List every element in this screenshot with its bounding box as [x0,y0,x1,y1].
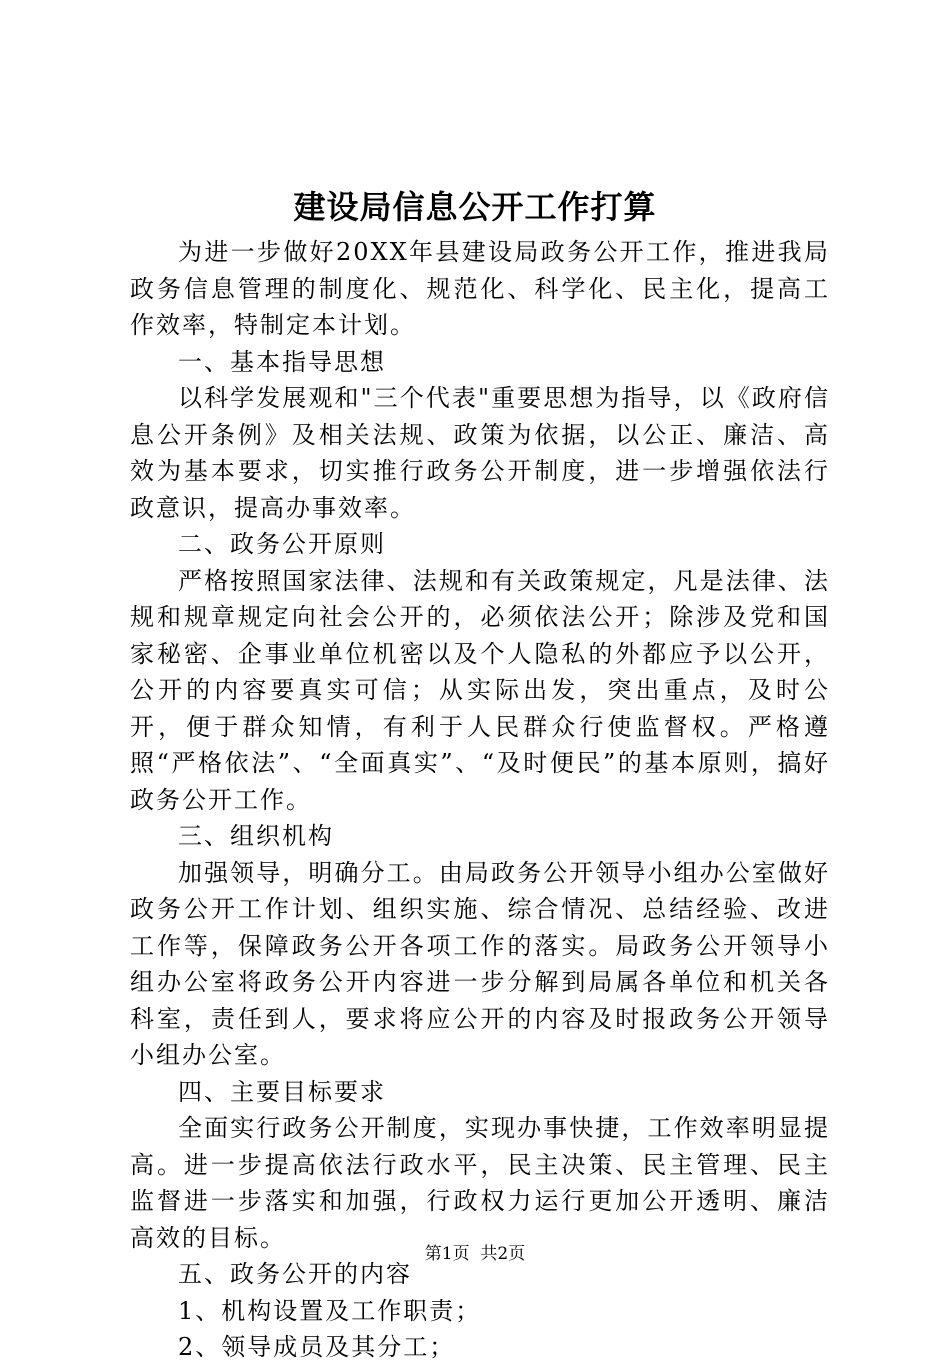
body-paragraph: 加强领导，明确分工。由局政务公开领导小组办公室做好政务公开工作计划、组织实施、综合情况、总结经验、改进工作等，保障政务公开各项工作的落实。局政务公开领导小组办公室将政务公开内容进一步分解到局属各单位和机关各科室，责任到人，要求将应公开的内容及时报政务公开领导小组办公室。 [130,858,830,1069]
section-heading-1: 一、基本指导思想 [178,347,386,376]
section-heading-4: 四、主要目标要求 [178,1077,386,1106]
section-heading-5: 五、政务公开的内容 [178,1260,412,1288]
intro-paragraph: 为进一步做好20XX年县建设局政务公开工作，推进我局政务信息管理的制度化、规范化、科学化、民主化，提高工作效率，特制定本计划。 [130,238,830,339]
document-body [130,234,830,1366]
list-item: 2、领导成员及其分工； [178,1333,456,1361]
section-heading-2: 二、政务公开原则 [178,530,386,558]
body-paragraph: 严格按照国家法律、法规和有关政策规定，凡是法律、法规和规章规定向社会公开的，必须依法公开；除涉及党和国家秘密、企事业单位机密以及个人隐私的外都应予以公开，公开的内容要真实可信；从实际出发，突出重点，及时公开，便于群众知情，有利于人民群众行使监督权。严格遵照“严格依法”、“全面真实”、“及时便民”的基本原则，搞好政务公开工作。 [130,566,830,814]
body-paragraph: 全面实行政务公开制度，实现办事快捷，工作效率明显提高。进一步提高依法行政水平，民主决策、民主管理、民主监督进一步落实和加强，行政权力运行更加公开透明、廉洁高效的目标。 [130,1114,830,1252]
body-paragraph: 以科学发展观和"三个代表"重要思想为指导，以《政府信息公开条例》及相关法规、政策为依据，以公正、廉洁、高效为基本要求，切实推行政务公开制度，进一步增强依法行政意识，提高办事效率。 [130,384,830,522]
page-footer [0,1242,950,1266]
document-title: 建设局信息公开工作打算 [293,188,657,226]
list-item: 1、机构设置及工作职责； [178,1296,482,1325]
section-heading-3: 三、组织机构 [178,822,334,850]
page-total: 共2页 [480,1244,526,1264]
page-number: 第1页 [424,1244,470,1264]
